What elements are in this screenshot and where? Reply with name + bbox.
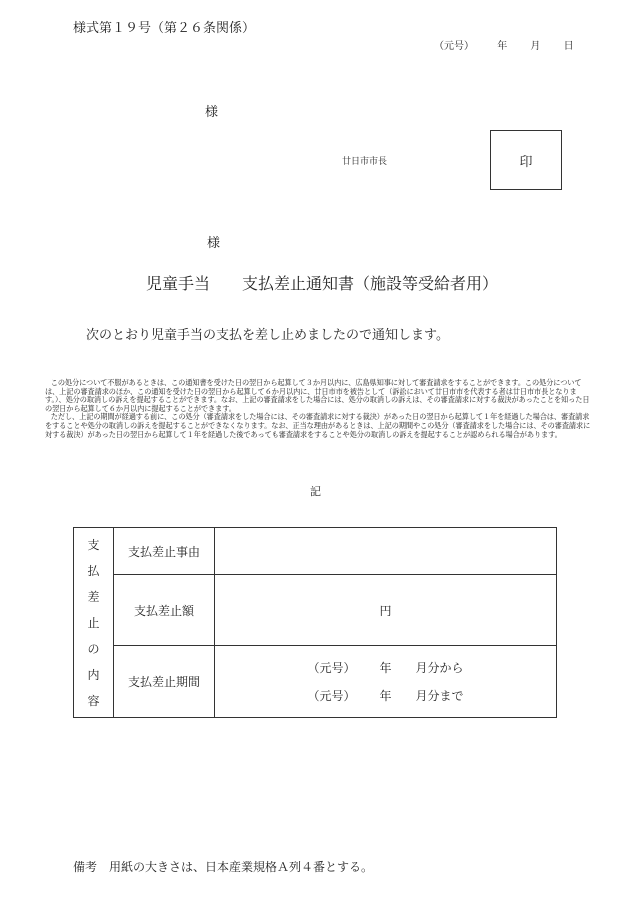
section-char: の [87,641,100,656]
notice-paragraph: ただし、上記の期間が経過する前に、この処分（審査請求をした場合には、その審査請求に対する裁決）があった日の翌日から起算して１年を経過した場合は、審査請求をすることや処分の取消しの訴えを提起することができなくなります。なお、正当な理由があるときは、上記の期間やこの処分（審査請求をした場合には、その審査請求に対する裁決）があった日の翌日から起算して１年を経過した後であっても審査請求をすることや処分の取消しの訴えを提起することが認められる場合があります。 [45,412,591,439]
date-era: （元号） [434,41,474,52]
period-label: 支払差止期間 [114,646,215,718]
seal-box [490,130,562,190]
form-number: 様式第１９号（第２６条関係） [73,21,256,36]
period-to-suffix: 月分まで [415,688,464,703]
seal-label: 印 [519,154,533,170]
section-char: 止 [87,615,100,630]
section-label-vertical [74,528,114,718]
amount-unit: 円 [379,603,392,618]
issue-date [434,37,574,52]
amount-value[interactable] [215,575,557,646]
period-from-era: （元号） [307,660,356,675]
reason-value[interactable] [215,528,557,575]
intro-text: 次のとおり児童手当の支払を差し止めましたので通知します。 [86,328,449,343]
period-value[interactable] [215,646,557,718]
details-table [73,527,557,718]
period-from-suffix: 月分から [415,660,464,675]
period-to [215,682,556,710]
period-to-era: （元号） [307,688,356,703]
period-from [215,654,556,682]
document-title: 児童手当 支払差止通知書（施設等受給者用） [146,274,499,293]
issuer-mayor: 廿日市市長 [342,157,388,167]
section-char: 差 [87,589,100,604]
section-char: 内 [87,667,100,682]
addressee-second: 様 [207,236,221,251]
section-char: 容 [87,693,100,708]
remark-note: 備考 用紙の大きさは、日本産業規格Ａ列４番とする。 [73,860,374,874]
reason-label: 支払差止事由 [114,528,215,575]
date-month: 月 [530,41,541,52]
amount-label: 支払差止額 [114,575,215,646]
period-to-year: 年 [379,688,392,703]
period-from-year: 年 [379,660,392,675]
section-char: 支 [87,537,100,552]
notice-paragraph: この処分について不服があるときは、この通知書を受けた日の翌日から起算して３か月以内に、広島県知事に対して審査請求をすることができます。この処分については、上記の審査請求のほか、この通知を受けた日の翌日から起算して６か月以内に、廿日市市を被告として（訴訟において廿日市市を代表する者は廿日市市長となります。）、処分の取消しの訴えを提起することができます。なお、上記の審査請求をした場合には、処分の取消しの訴えは、その審査請求に対する裁決があったことを知った日の翌日から起算して６か月以内に提起することができます。 [45,378,590,413]
appeal-notice [45,379,591,439]
date-day: 日 [563,41,574,52]
ki-heading: 記 [310,485,321,498]
section-char: 払 [87,563,100,578]
date-year: 年 [497,41,508,52]
addressee-top: 様 [205,105,219,120]
